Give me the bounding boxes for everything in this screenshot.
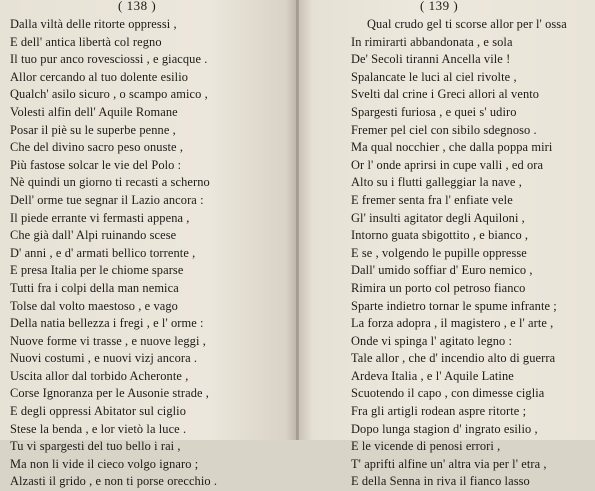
verse-line: Nè quindi un giorno ti recasti a scherno [10, 175, 210, 190]
verse-line: Qual crudo gel ti scorse allor per l' ossa [367, 17, 567, 31]
verse-line: Fremer pel ciel con sibilo sdegnoso . [351, 122, 537, 137]
verse-line: Che del divino sacro peso onuste , [10, 140, 184, 155]
verse-line: E le vicende di penosi errori , [351, 439, 501, 454]
verse-line: Intorno guata sbigottito , e bianco , [351, 228, 529, 243]
verse-line: Nuove forme vi trasse , e nuove leggi , [10, 333, 206, 348]
verse-line: Spalancate le luci al ciel rivolte , [351, 69, 517, 84]
verse-line: Onde vi spinga l' agitato legno : [351, 333, 513, 348]
verse-line: De' Secoli tiranni Ancella vile ! [351, 52, 511, 67]
verse-line: E se , volgendo le pupille oppresse [351, 245, 527, 260]
book-gutter [296, 0, 299, 440]
verse-line: La forza adopra , il magistero , e l' arte , [351, 316, 554, 331]
verse-line: Rimira un porto col petroso fianco [351, 280, 526, 295]
verse-line: Tale allor , che d' incendio alto di guerra [351, 351, 556, 366]
verse-line: Fra gli artigli rodean aspre ritorte ; [351, 404, 527, 419]
verse-line: Qualch' asilo sicuro , o scampo amico , [10, 87, 208, 102]
verse-line: In rimirarti abbandonata , e sola [351, 34, 513, 49]
verse-line: T' aprifti alfine un' altra via per l' etra , [351, 456, 547, 471]
verse-line: D' anni , e d' armati bellico torrente , [10, 245, 196, 260]
verse-line: Dopo lunga stagion d' ingrato esilio , [351, 421, 538, 436]
verse-line: Or l' onde aprirsi in cupe valli , ed ora [351, 157, 544, 172]
page-number-right: ( 139 ) [420, 0, 459, 13]
verse-line: Dall' umido soffiar d' Euro nemico , [351, 263, 533, 278]
left-page [0, 0, 298, 489]
page-number-left: ( 138 ) [118, 0, 157, 13]
verse-line: Dell' orme tue segnar il Lazio ancora : [10, 192, 204, 207]
verse-line: Che già dall' Alpi ruinando scese [10, 228, 177, 243]
verse-line: Dalla viltà delle ritorte oppressi , [10, 17, 177, 31]
verse-line: Sparte indietro tornar le spume infrante ; [351, 298, 557, 313]
verse-line: Svelti dal crine i Greci allori al vento [351, 87, 540, 102]
verse-line: Il piede errante vi fermasti appena , [10, 210, 190, 225]
verse-line: Allor cercando al tuo dolente esilio [10, 69, 189, 84]
verse-line: Ma non li vide il cieco volgo ignaro ; [10, 456, 199, 471]
verse-line: Spargesti furiosa , e quei s' udiro [351, 104, 517, 119]
verse-line: E dell' antica libertà col regno [10, 34, 162, 49]
verse-line: Tu vi spargesti del tuo bello i rai , [10, 439, 181, 454]
verse-line: Nuovi costumi , e nuovi vizj ancora . [10, 351, 198, 366]
right-page [298, 0, 595, 489]
verse-line: Della natia bellezza i fregi , e l' orme : [10, 316, 204, 331]
verse-line: Uscita allor dal torbido Acheronte , [10, 368, 189, 383]
verse-line: Ardeva Italia , e l' Aquile Latine [351, 368, 514, 383]
verse-line: Volesti alfin dell' Aquile Romane [10, 104, 178, 119]
verse-line: Corse Ignoranza per le Ausonie strade , [10, 386, 209, 401]
verse-line: Tolse dal volto maestoso , e vago [10, 298, 178, 313]
verse-line: Gl' insulti agitator degli Aquiloni , [351, 210, 525, 225]
verse-line: E degli oppressi Abitator sul ciglio [10, 404, 187, 419]
verse-line: Il tuo pur anco rovesciossi , e giacque . [10, 52, 208, 67]
left-page-text [10, 16, 217, 491]
verse-line: E della Senna in riva il fianco lasso [351, 474, 530, 489]
verse-line: Alzasti il grido , e non ti porse orecchio . [10, 474, 218, 489]
verse-line: E fremer senta fra l' enfiate vele [351, 192, 513, 207]
verse-line: Posar il piè su le superbe penne , [10, 122, 176, 137]
verse-line: Più fastose solcar le vie del Polo : [10, 157, 182, 172]
verse-line: E presa Italia per le chiome sparse [10, 263, 184, 278]
right-page-text [351, 16, 567, 491]
verse-line: Ma qual nocchier , che dalla poppa miri [351, 140, 553, 155]
verse-line: Alto su i flutti galleggiar la nave , [351, 175, 522, 190]
verse-line: Scuotendo il capo , con dimesse ciglia [351, 386, 545, 401]
verse-line: Stese la benda , e lor vietò la luce . [10, 421, 187, 436]
verse-line: Tutti fra i colpi della man nemica [10, 280, 179, 295]
